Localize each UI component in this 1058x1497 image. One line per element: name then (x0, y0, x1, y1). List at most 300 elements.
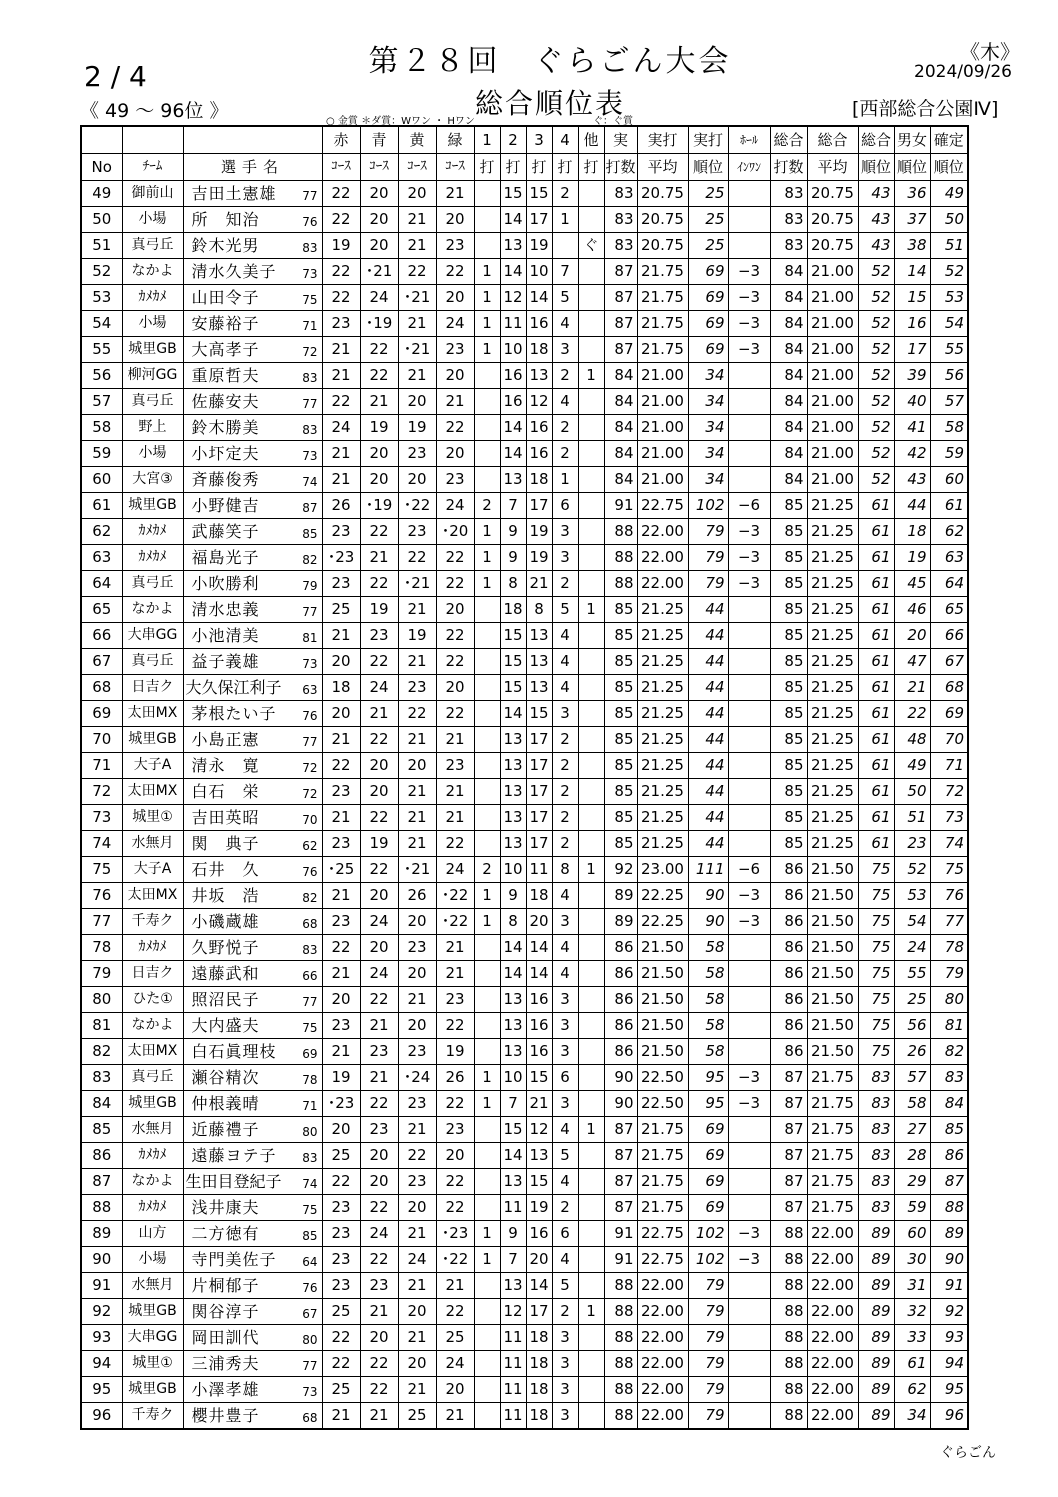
col-no-top (81, 126, 122, 154)
cell-team: 柳河GG (122, 363, 183, 389)
cell-no: 76 (81, 883, 122, 909)
cell-total-rank: 89 (858, 1273, 894, 1299)
player-age: 77 (302, 189, 318, 203)
venue: [西部総合公園Ⅳ] (852, 98, 999, 120)
cell-final-rank: 73 (930, 805, 968, 831)
cell-player-name (183, 571, 322, 597)
player-age: 79 (302, 579, 318, 593)
cell-final-rank: 81 (930, 1013, 968, 1039)
cell-no: 49 (81, 181, 122, 207)
cell-total-rank: 43 (858, 233, 894, 259)
cell-actual-rank: 79 (688, 1403, 728, 1430)
col-yellow-top: 黄 (398, 126, 436, 154)
cell-red: 20 (322, 987, 360, 1013)
cell-no: 96 (81, 1403, 122, 1430)
cell-blue: 21 (360, 545, 398, 571)
cell-red: 21 (322, 961, 360, 987)
cell-blue: 20 (360, 753, 398, 779)
cell-actual-strokes: 90 (604, 1065, 637, 1091)
cell-s2: 16 (500, 363, 526, 389)
player-name-text: 安藤裕子 (191, 314, 260, 333)
player-name-text: 近藤禮子 (191, 1120, 260, 1139)
cell-player-name (183, 701, 322, 727)
cell-total-strokes: 86 (770, 987, 807, 1013)
cell-player-name (183, 1299, 322, 1325)
cell-team: なかよ (122, 259, 183, 285)
cell-blue: ･19 (360, 311, 398, 337)
cell-actual-strokes: 85 (604, 597, 637, 623)
player-age: 85 (302, 1229, 318, 1243)
cell-player-name (183, 935, 322, 961)
cell-yellow: 21 (398, 1377, 436, 1403)
cell-other (578, 727, 604, 753)
table-row (81, 727, 968, 753)
cell-final-rank: 65 (930, 597, 968, 623)
cell-team: 日吉ク (122, 675, 183, 701)
cell-total-strokes: 88 (770, 1403, 807, 1430)
cell-final-rank: 95 (930, 1377, 968, 1403)
table-row (81, 467, 968, 493)
cell-actual-rank: 58 (688, 1039, 728, 1065)
cell-player-name (183, 493, 322, 519)
cell-yellow: 21 (398, 311, 436, 337)
cell-actual-rank: 44 (688, 675, 728, 701)
cell-total-avg: 21.50 (807, 857, 858, 883)
cell-final-rank: 74 (930, 831, 968, 857)
cell-s2: 13 (500, 467, 526, 493)
cell-s3: 19 (526, 519, 552, 545)
cell-gender-rank: 53 (894, 883, 930, 909)
cell-actual-strokes: 88 (604, 1403, 637, 1430)
cell-actual-strokes: 87 (604, 285, 637, 311)
cell-gender-rank: 30 (894, 1247, 930, 1273)
table-row (81, 519, 968, 545)
cell-total-strokes: 87 (770, 1143, 807, 1169)
cell-green: ･23 (436, 1221, 474, 1247)
player-name-text: 照沼民子 (191, 990, 260, 1009)
cell-s4: 2 (552, 571, 578, 597)
cell-final-rank: 69 (930, 701, 968, 727)
cell-total-rank: 89 (858, 1221, 894, 1247)
cell-final-rank: 96 (930, 1403, 968, 1430)
col-s3-top: 3 (526, 126, 552, 154)
cell-blue: 20 (360, 441, 398, 467)
cell-total-strokes: 87 (770, 1065, 807, 1091)
player-name-text: 清永 寛 (191, 756, 260, 775)
cell-final-rank: 71 (930, 753, 968, 779)
cell-green: 20 (436, 285, 474, 311)
cell-hole-in-one (728, 675, 770, 701)
cell-actual-rank: 44 (688, 805, 728, 831)
cell-blue: 20 (360, 1169, 398, 1195)
cell-actual-rank: 44 (688, 701, 728, 727)
player-name-text: 大内盛夫 (191, 1016, 260, 1035)
table-row (81, 285, 968, 311)
cell-actual-strokes: 88 (604, 1377, 637, 1403)
cell-actual-rank: 25 (688, 233, 728, 259)
cell-actual-strokes: 87 (604, 337, 637, 363)
cell-player-name (183, 649, 322, 675)
cell-final-rank: 78 (930, 935, 968, 961)
cell-s1: 1 (474, 337, 500, 363)
cell-s2: 13 (500, 727, 526, 753)
cell-hole-in-one (728, 1273, 770, 1299)
cell-s4: 3 (552, 545, 578, 571)
col-hole-in-one: ｲﾝﾜﾝ (728, 154, 770, 181)
cell-green: 22 (436, 545, 474, 571)
cell-player-name (183, 389, 322, 415)
cell-total-avg: 21.75 (807, 1091, 858, 1117)
cell-s4: 2 (552, 181, 578, 207)
cell-s3: 13 (526, 1143, 552, 1169)
player-age: 77 (302, 995, 318, 1009)
cell-actual-strokes: 88 (604, 545, 637, 571)
cell-total-strokes: 85 (770, 623, 807, 649)
cell-blue: 24 (360, 1221, 398, 1247)
cell-actual-rank: 90 (688, 883, 728, 909)
cell-yellow: 23 (398, 675, 436, 701)
cell-final-rank: 84 (930, 1091, 968, 1117)
cell-green: 25 (436, 1325, 474, 1351)
cell-actual-strokes: 87 (604, 311, 637, 337)
cell-blue: 22 (360, 337, 398, 363)
cell-yellow: ･21 (398, 857, 436, 883)
cell-actual-avg: 22.00 (637, 571, 688, 597)
cell-total-avg: 21.25 (807, 597, 858, 623)
player-age: 70 (302, 813, 318, 827)
player-name-text: 片桐郁子 (191, 1276, 260, 1295)
cell-final-rank: 63 (930, 545, 968, 571)
cell-yellow: 21 (398, 779, 436, 805)
cell-blue: 20 (360, 1325, 398, 1351)
cell-other (578, 909, 604, 935)
cell-s4: 2 (552, 363, 578, 389)
cell-actual-strokes: 92 (604, 857, 637, 883)
cell-final-rank: 88 (930, 1195, 968, 1221)
cell-s3: 13 (526, 675, 552, 701)
cell-green: 24 (436, 311, 474, 337)
col-hole-top: ﾎｰﾙ (728, 126, 770, 154)
player-name-text: 小澤孝雄 (191, 1380, 260, 1399)
cell-total-avg: 21.00 (807, 389, 858, 415)
cell-no: 57 (81, 389, 122, 415)
header-row-top (81, 126, 968, 154)
cell-player-name (183, 753, 322, 779)
cell-total-rank: 89 (858, 1299, 894, 1325)
day-of-week: 《木》 (960, 40, 1020, 64)
cell-total-rank: 75 (858, 857, 894, 883)
legend-gu-award: ぐ：ぐ賞 (593, 116, 633, 127)
cell-blue: 20 (360, 207, 398, 233)
cell-other: 1 (578, 1117, 604, 1143)
cell-s1 (474, 363, 500, 389)
cell-total-avg: 22.00 (807, 1273, 858, 1299)
player-age: 76 (302, 709, 318, 723)
col-team: ﾁｰﾑ (122, 154, 183, 181)
cell-team: 真弓丘 (122, 233, 183, 259)
cell-other (578, 259, 604, 285)
cell-hole-in-one (728, 441, 770, 467)
cell-player-name (183, 207, 322, 233)
cell-actual-avg: 22.00 (637, 1273, 688, 1299)
cell-actual-strokes: 84 (604, 363, 637, 389)
cell-yellow: 21 (398, 1117, 436, 1143)
cell-total-rank: 61 (858, 701, 894, 727)
cell-player-name (183, 597, 322, 623)
cell-final-rank: 91 (930, 1273, 968, 1299)
player-age: 81 (302, 631, 318, 645)
cell-s1 (474, 233, 500, 259)
cell-s1: 2 (474, 857, 500, 883)
cell-no: 55 (81, 337, 122, 363)
cell-total-avg: 21.75 (807, 1143, 858, 1169)
player-name-text: 吉田英昭 (191, 808, 260, 827)
player-age: 63 (302, 683, 318, 697)
player-name-text: 所 知治 (191, 210, 260, 229)
cell-total-rank: 61 (858, 597, 894, 623)
cell-hole-in-one: −3 (728, 1221, 770, 1247)
player-name-text: 大高孝子 (191, 340, 260, 359)
col-gender-rank: 順位 (894, 154, 930, 181)
cell-actual-rank: 69 (688, 311, 728, 337)
cell-other (578, 493, 604, 519)
cell-actual-rank: 69 (688, 285, 728, 311)
cell-team: 小場 (122, 441, 183, 467)
cell-red: 23 (322, 519, 360, 545)
player-age: 72 (302, 761, 318, 775)
cell-s4: 1 (552, 207, 578, 233)
cell-blue: 21 (360, 1065, 398, 1091)
cell-hole-in-one: −3 (728, 337, 770, 363)
cell-s1: 1 (474, 311, 500, 337)
cell-no: 60 (81, 467, 122, 493)
cell-s2: 9 (500, 545, 526, 571)
cell-team: なかよ (122, 597, 183, 623)
table-row (81, 259, 968, 285)
cell-s1 (474, 207, 500, 233)
cell-hole-in-one: −3 (728, 519, 770, 545)
col-s1-top: 1 (474, 126, 500, 154)
cell-final-rank: 70 (930, 727, 968, 753)
cell-other (578, 415, 604, 441)
cell-s4: 4 (552, 649, 578, 675)
cell-red: ･23 (322, 1091, 360, 1117)
cell-red: 26 (322, 493, 360, 519)
page-number: 2 / 4 (84, 60, 147, 93)
cell-actual-avg: 21.75 (637, 259, 688, 285)
cell-total-rank: 75 (858, 1013, 894, 1039)
cell-s2: 9 (500, 1221, 526, 1247)
cell-total-avg: 21.50 (807, 935, 858, 961)
cell-s2: 13 (500, 753, 526, 779)
cell-hole-in-one: −3 (728, 545, 770, 571)
cell-hole-in-one: −3 (728, 311, 770, 337)
cell-green: 20 (436, 675, 474, 701)
cell-blue: 22 (360, 1247, 398, 1273)
cell-hole-in-one: −3 (728, 259, 770, 285)
cell-gender-rank: 50 (894, 779, 930, 805)
cell-blue: 22 (360, 571, 398, 597)
cell-s1 (474, 805, 500, 831)
cell-gender-rank: 61 (894, 1351, 930, 1377)
cell-s2: 12 (500, 285, 526, 311)
cell-yellow: 20 (398, 1351, 436, 1377)
cell-total-strokes: 87 (770, 1169, 807, 1195)
table-row (81, 493, 968, 519)
cell-team: 小場 (122, 207, 183, 233)
cell-player-name (183, 675, 322, 701)
cell-s1 (474, 389, 500, 415)
cell-hole-in-one (728, 831, 770, 857)
player-name-text: 山田令子 (191, 288, 260, 307)
cell-total-avg: 22.00 (807, 1221, 858, 1247)
col-actual-rank: 順位 (688, 154, 728, 181)
player-name-text: 大久保江利子 (185, 678, 282, 697)
cell-hole-in-one (728, 207, 770, 233)
cell-s1: 1 (474, 545, 500, 571)
col-actual-avg: 平均 (637, 154, 688, 181)
cell-total-rank: 75 (858, 883, 894, 909)
cell-team: 城里① (122, 805, 183, 831)
cell-gender-rank: 14 (894, 259, 930, 285)
results-table (80, 125, 969, 1430)
cell-gender-rank: 37 (894, 207, 930, 233)
cell-actual-rank: 69 (688, 1117, 728, 1143)
cell-other (578, 181, 604, 207)
cell-yellow: 21 (398, 1273, 436, 1299)
cell-s3: 8 (526, 597, 552, 623)
cell-final-rank: 75 (930, 857, 968, 883)
cell-total-strokes: 84 (770, 415, 807, 441)
col-other-strokes: 打 (578, 154, 604, 181)
cell-no: 67 (81, 649, 122, 675)
col-total-strokes: 打数 (770, 154, 807, 181)
cell-s4: 4 (552, 935, 578, 961)
cell-s3: 20 (526, 909, 552, 935)
cell-green: 21 (436, 961, 474, 987)
table-row (81, 831, 968, 857)
cell-hole-in-one (728, 1039, 770, 1065)
cell-actual-rank: 79 (688, 1299, 728, 1325)
cell-s2: 14 (500, 207, 526, 233)
page-title: 第２８回 ぐらごん大会 (368, 44, 732, 79)
cell-actual-rank: 79 (688, 1273, 728, 1299)
cell-player-name (183, 311, 322, 337)
cell-s3: 15 (526, 1169, 552, 1195)
cell-actual-avg: 22.00 (637, 519, 688, 545)
cell-blue: 21 (360, 1403, 398, 1430)
cell-team: ｶﾒｶﾒ (122, 519, 183, 545)
cell-actual-strokes: 88 (604, 1299, 637, 1325)
table-row (81, 701, 968, 727)
cell-s4: 3 (552, 1013, 578, 1039)
player-name-text: 鈴木勝美 (191, 418, 260, 437)
cell-actual-avg: 21.25 (637, 597, 688, 623)
cell-gender-rank: 46 (894, 597, 930, 623)
cell-s4: 3 (552, 987, 578, 1013)
cell-player-name (183, 909, 322, 935)
cell-no: 68 (81, 675, 122, 701)
table-row (81, 1013, 968, 1039)
cell-total-strokes: 88 (770, 1299, 807, 1325)
cell-actual-strokes: 91 (604, 1247, 637, 1273)
cell-gender-rank: 34 (894, 1403, 930, 1430)
cell-s3: 16 (526, 987, 552, 1013)
cell-blue: 22 (360, 1351, 398, 1377)
cell-final-rank: 52 (930, 259, 968, 285)
cell-actual-rank: 90 (688, 909, 728, 935)
table-row (81, 961, 968, 987)
cell-s4: 3 (552, 1325, 578, 1351)
cell-green: 22 (436, 623, 474, 649)
cell-actual-avg: 21.50 (637, 961, 688, 987)
cell-green: 21 (436, 181, 474, 207)
cell-yellow: 21 (398, 1221, 436, 1247)
cell-hole-in-one: −3 (728, 1091, 770, 1117)
cell-total-avg: 21.75 (807, 1195, 858, 1221)
cell-total-avg: 21.25 (807, 831, 858, 857)
cell-actual-rank: 34 (688, 415, 728, 441)
cell-gender-rank: 43 (894, 467, 930, 493)
cell-s4: 4 (552, 1247, 578, 1273)
cell-red: 25 (322, 1377, 360, 1403)
cell-total-strokes: 85 (770, 571, 807, 597)
cell-gender-rank: 20 (894, 623, 930, 649)
cell-player-name (183, 519, 322, 545)
cell-red: 19 (322, 1065, 360, 1091)
cell-s3: 19 (526, 233, 552, 259)
cell-s3: 19 (526, 1195, 552, 1221)
col-final-rank: 順位 (930, 154, 968, 181)
cell-team: 太田MX (122, 779, 183, 805)
cell-total-avg: 21.25 (807, 753, 858, 779)
col-total-rank-top: 総合 (858, 126, 894, 154)
cell-no: 58 (81, 415, 122, 441)
cell-actual-avg: 21.75 (637, 1143, 688, 1169)
cell-s4: 3 (552, 519, 578, 545)
cell-hole-in-one (728, 1377, 770, 1403)
cell-final-rank: 79 (930, 961, 968, 987)
cell-s2: 13 (500, 1013, 526, 1039)
cell-actual-strokes: 90 (604, 1091, 637, 1117)
cell-player-name (183, 1039, 322, 1065)
cell-actual-strokes: 84 (604, 467, 637, 493)
cell-no: 84 (81, 1091, 122, 1117)
cell-no: 89 (81, 1221, 122, 1247)
cell-actual-rank: 34 (688, 363, 728, 389)
cell-total-rank: 43 (858, 181, 894, 207)
cell-team: ひた① (122, 987, 183, 1013)
cell-actual-avg: 21.75 (637, 337, 688, 363)
cell-total-rank: 61 (858, 753, 894, 779)
player-age: 73 (302, 1385, 318, 1399)
cell-s3: 18 (526, 1325, 552, 1351)
table-row (81, 1065, 968, 1091)
cell-yellow: 24 (398, 1247, 436, 1273)
cell-hole-in-one (728, 961, 770, 987)
cell-no: 64 (81, 571, 122, 597)
cell-total-strokes: 84 (770, 389, 807, 415)
cell-green: 23 (436, 987, 474, 1013)
cell-s4: 2 (552, 1299, 578, 1325)
cell-s3: 16 (526, 1221, 552, 1247)
cell-total-rank: 75 (858, 935, 894, 961)
cell-blue: 21 (360, 701, 398, 727)
cell-team: 大串GG (122, 623, 183, 649)
player-name-text: 櫻井豊子 (191, 1406, 260, 1425)
cell-no: 53 (81, 285, 122, 311)
cell-red: 23 (322, 1195, 360, 1221)
